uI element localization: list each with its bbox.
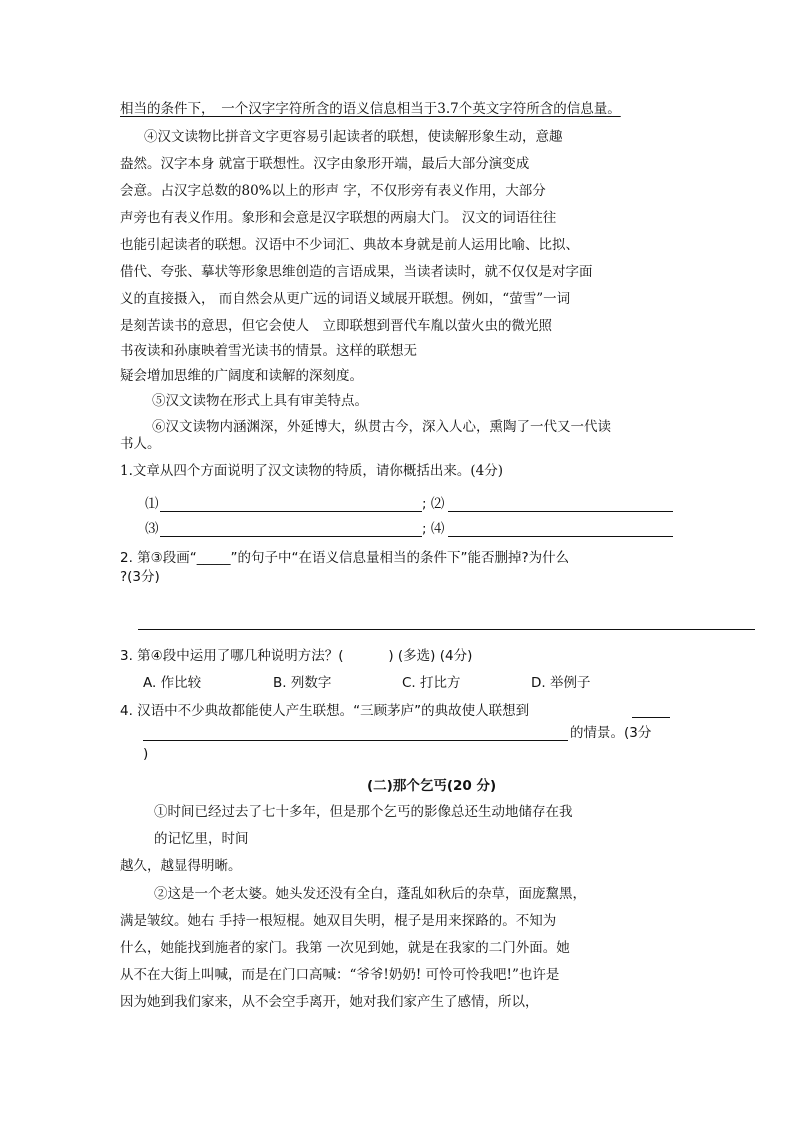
p4-line-5: 也能引起读者的联想。汉语中不少词汇、典故本身就是前人运用比喻、比拟、	[120, 237, 579, 253]
question-4-line-3: )	[143, 746, 149, 762]
q1-answer-blank-3[interactable]	[160, 536, 422, 537]
q1-answer-blank-2[interactable]	[448, 511, 673, 512]
passage1-top-line: 相当的条件下， 一个汉字字符所含的语义信息相当于3.7个英文字符所含的信息量。	[120, 101, 621, 117]
p2-1-line-3: 越久，越显得明晰。	[120, 858, 242, 874]
q4-answer-blank-1[interactable]	[632, 717, 670, 718]
p4-line-7: 义的直接摄入， 而自然会从更广远的词语义域展开联想。例如，“萤雪”一词	[120, 291, 571, 307]
p6-line-2: 书人。	[120, 436, 161, 452]
question-4-line-2-tail: 的情景。(3分	[570, 725, 652, 741]
q3-option-a[interactable]: A. 作比较	[143, 675, 202, 691]
p4-line-1: ④汉文读物比拼音文字更容易引起读者的联想，使读解形象生动，意趣	[144, 129, 563, 145]
q3-option-b[interactable]: B. 列数字	[273, 675, 332, 691]
p4-line-9: 书夜读和孙康映着雪光读书的情景。这样的联想无	[120, 343, 417, 359]
p2-2-line-4: 从不在大街上叫喊，而是在门口高喊：“爷爷!奶奶! 可怜可怜我吧!”也许是	[120, 967, 560, 983]
p4-line-3: 会意。占汉字总数的80%以上的形声 字，不仅形旁有表义作用，大部分	[120, 183, 546, 199]
q1-answer-blank-1[interactable]	[160, 511, 422, 512]
p4-line-4: 声旁也有表义作用。象形和会意是汉字联想的两扇大门。 汉文的词语往往	[120, 210, 557, 226]
p4-line-8: 是刻苦读书的意思，但它会使人 立即联想到晋代车胤以萤火虫的微光照	[120, 318, 552, 334]
q1-answer-label-3: ⑶	[145, 521, 159, 537]
question-3: 3. 第④段中运用了哪几种说明方法？( ) (多选) (4分)	[120, 648, 473, 664]
p5-line: ⑤汉文读物在形式上具有审美特点。	[152, 393, 368, 409]
p4-line-2: 盎然。汉字本身 就富于联想性。汉字由象形开端，最后大部分演变成	[120, 156, 530, 172]
question-4-line-1: 4. 汉语中不少典故都能使人产生联想。“三顾茅庐”的典故使人联想到	[120, 703, 530, 719]
q3-option-d[interactable]: D. 举例子	[531, 675, 591, 691]
q1-answer-label-1: ⑴	[145, 496, 159, 512]
q1-answer-label-2: ; ⑵	[422, 496, 445, 512]
q1-answer-label-4: ; ⑷	[422, 521, 445, 537]
question-2-line-2: ?(3分)	[120, 569, 160, 585]
p4-line-10: 疑会增加思维的广阔度和读解的深刻度。	[120, 368, 363, 384]
p4-line-6: 借代、夸张、摹状等形象思维创造的言语成果，当读者读时，就不仅仅是对字面	[120, 264, 593, 280]
passage2-title: (二)那个乞丐(20 分)	[367, 778, 497, 794]
p2-1-line-2: 的记忆里，时间	[154, 831, 249, 847]
p2-1-line-1: ①时间已经过去了七十多年，但是那个乞丐的影像总还生动地储存在我	[154, 804, 573, 820]
question-1: 1.文章从四个方面说明了汉文读物的特质，请你概括出来。(4分)	[120, 463, 504, 479]
p2-2-line-5: 因为她到我们家来，从不会空手离开，她对我们家产生了感情，所以，	[120, 994, 539, 1010]
p2-2-line-2: 满是皱纹。她右 手持一根短棍。她双目失明，棍子是用来探路的。不知为	[120, 913, 557, 929]
q2-answer-line[interactable]	[138, 629, 755, 630]
p6-line-1: ⑥汉文读物内涵渊深，外延博大，纵贯古今，深入人心，熏陶了一代又一代读	[152, 419, 611, 435]
p2-2-line-3: 什么，她能找到施者的家门。我第 一次见到她，就是在我家的二门外面。她	[120, 940, 570, 956]
question-2-line-1: 2. 第③段画“_____”的句子中“在语义信息量相当的条件下”能否删掉?为什么	[120, 550, 570, 566]
q1-answer-blank-4[interactable]	[448, 536, 673, 537]
q4-answer-blank-2[interactable]	[143, 740, 568, 741]
p2-2-line-1: ②这是一个老太婆。她头发还没有全白，蓬乱如秋后的杂草，面庞黧黑，	[154, 886, 586, 902]
q3-option-c[interactable]: C. 打比方	[402, 675, 461, 691]
